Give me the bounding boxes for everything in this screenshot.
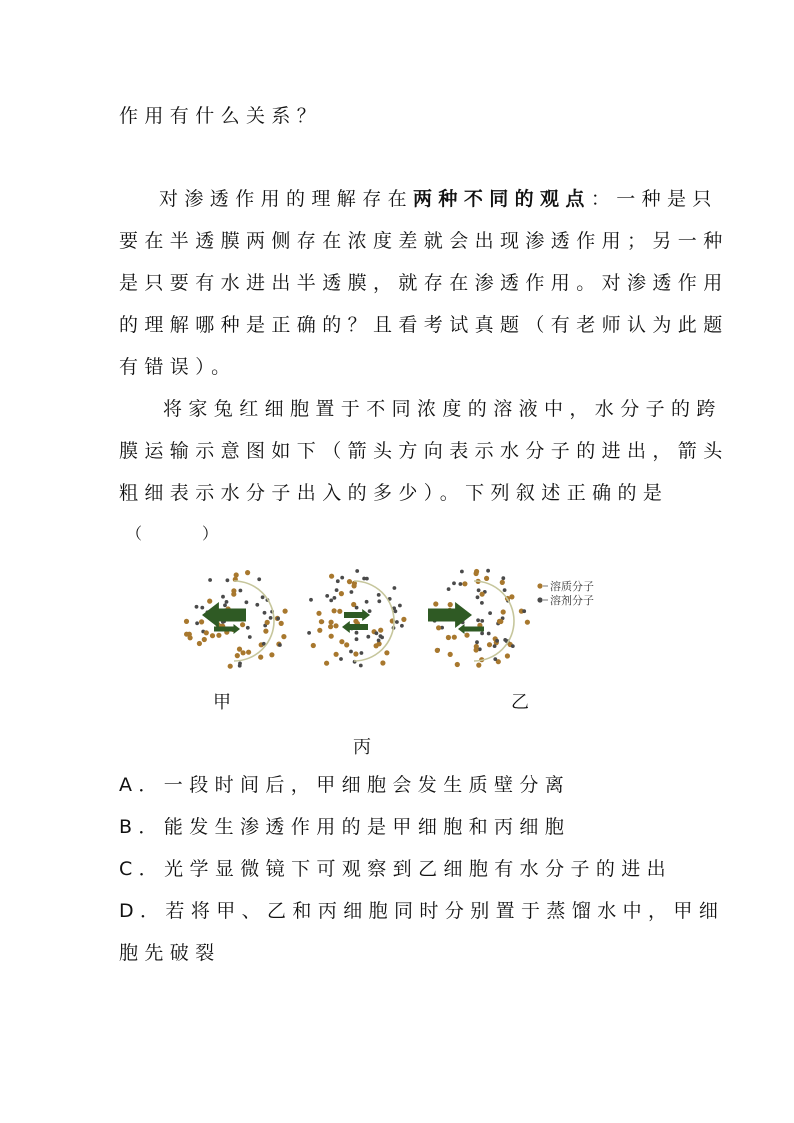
legend-solvent-label: 溶剂分子	[550, 594, 594, 607]
solvent-dot	[501, 576, 505, 580]
solvent-dot	[486, 569, 490, 573]
solvent-dot	[522, 609, 526, 613]
solvent-dot	[393, 586, 397, 590]
solute-dot	[480, 592, 485, 597]
solvent-dot	[248, 635, 252, 639]
cells-figure	[178, 563, 598, 675]
solute-dot	[484, 576, 489, 581]
solute-dot	[347, 579, 352, 584]
solute-dot	[311, 643, 316, 648]
solvent-dot	[493, 644, 497, 648]
solvent-dot	[487, 632, 491, 636]
solute-dot	[332, 608, 337, 613]
solute-dot	[353, 651, 358, 656]
solute-dot	[329, 620, 334, 625]
solvent-dot	[495, 639, 499, 643]
solvent-dot	[476, 618, 480, 622]
solvent-dot	[476, 595, 480, 599]
solute-dot	[245, 570, 250, 575]
legend-solvent-dot	[537, 597, 542, 602]
text-line-10: （ ）	[126, 524, 222, 543]
text-line-2	[159, 186, 718, 212]
solvent-dot	[335, 588, 339, 592]
solvent-dot	[225, 600, 229, 604]
solute-dot	[207, 599, 212, 604]
solute-dot	[487, 642, 492, 647]
label-jia: 甲	[213, 692, 231, 713]
solvent-dot	[395, 620, 399, 624]
solvent-dot	[493, 657, 497, 661]
solvent-dot	[309, 598, 313, 602]
solvent-dot	[325, 594, 329, 598]
solvent-dot	[195, 605, 199, 609]
solute-dot	[279, 621, 284, 626]
solute-dot	[235, 653, 240, 658]
solvent-dot	[257, 577, 261, 581]
text-line-6: 有错误）。	[119, 356, 237, 378]
legend-solute-dot	[537, 583, 542, 588]
solvent-dot	[238, 664, 242, 668]
text-line-2-post: ：一种是只	[590, 188, 718, 210]
solute-dot	[448, 652, 453, 657]
solvent-dot	[255, 603, 259, 607]
label-bing: 丙	[353, 737, 371, 758]
solute-dot	[258, 655, 263, 660]
solute-dot	[455, 662, 460, 667]
solute-dot	[378, 628, 383, 633]
solute-dot	[231, 588, 236, 593]
solvent-dot	[377, 599, 381, 603]
solvent-dot	[503, 588, 507, 592]
solvent-dot	[223, 603, 227, 607]
solute-dot	[265, 620, 270, 625]
solvent-dot	[477, 588, 481, 592]
solute-dot	[462, 581, 467, 586]
solute-dot	[501, 609, 506, 614]
option-b: B．能发生渗透作用的是甲细胞和丙细胞	[119, 816, 571, 838]
solvent-dot	[336, 579, 340, 583]
solute-dot	[333, 623, 338, 628]
solute-dot	[384, 650, 389, 655]
solute-dot	[281, 634, 286, 639]
solvent-dot	[355, 606, 359, 610]
legend-solute-label: 溶质分子	[550, 580, 594, 593]
solute-dot	[204, 630, 209, 635]
solvent-dot	[278, 643, 282, 647]
solvent-dot	[340, 576, 344, 580]
solute-dot	[505, 653, 510, 658]
solute-dot	[237, 647, 242, 652]
solvent-dot	[276, 617, 280, 621]
text-line-8: 膜运输示意图如下（箭头方向表示水分子的进出，箭头	[119, 440, 729, 462]
label-yi: 乙	[511, 692, 529, 713]
solute-dot	[337, 609, 342, 614]
solute-dot	[188, 635, 193, 640]
membrane-arc	[354, 581, 394, 661]
solute-dot	[283, 609, 288, 614]
solvent-dot	[246, 626, 250, 630]
solvent-dot	[355, 631, 359, 635]
solute-dot	[234, 572, 239, 577]
option-a: A．一段时间后，甲细胞会发生质壁分离	[119, 774, 571, 796]
solute-dot	[202, 637, 207, 642]
solvent-dot	[488, 611, 492, 615]
solute-dot	[199, 619, 204, 624]
solvent-dot	[362, 577, 366, 581]
option-d-line-1: D．若将甲、乙和丙细胞同时分别置于蒸馏水中，甲细	[119, 900, 725, 922]
solute-dot	[500, 580, 505, 585]
solute-dot	[184, 619, 189, 624]
text-line-5: 的理解哪种是正确的？且看考试真题（有老师认为此题	[119, 314, 729, 336]
solvent-dot	[329, 599, 333, 603]
solvent-dot	[245, 600, 249, 604]
solute-dot	[329, 574, 334, 579]
cell-yi	[307, 569, 406, 667]
cell-bing	[428, 569, 530, 668]
cell-jia	[184, 570, 288, 669]
solvent-dot	[377, 639, 381, 643]
text-line-2-bold: 两种不同的观点	[413, 188, 591, 210]
text-line-1: 作用有什么关系？	[119, 105, 323, 127]
solute-dot	[210, 633, 215, 638]
solute-dot	[334, 652, 339, 657]
solute-dot	[316, 611, 321, 616]
solvent-dot	[459, 582, 463, 586]
solute-dot	[324, 661, 329, 666]
solvent-dot	[447, 587, 451, 591]
solvent-dot	[226, 578, 230, 582]
solvent-dot	[350, 590, 354, 594]
solute-dot	[474, 647, 479, 652]
solute-dot	[435, 648, 440, 653]
solvent-dot	[400, 624, 404, 628]
solvent-dot	[368, 609, 372, 613]
solvent-dot	[355, 637, 359, 641]
solvent-dot	[269, 616, 273, 620]
solute-dot	[380, 660, 385, 665]
solvent-dot	[480, 601, 484, 605]
option-d-line-2: 胞先破裂	[119, 942, 221, 964]
solvent-dot	[375, 631, 379, 635]
solvent-dot	[261, 595, 265, 599]
solute-dot	[474, 569, 479, 574]
solute-dot	[263, 629, 268, 634]
solvent-dot	[359, 664, 363, 668]
solute-dot	[525, 620, 530, 625]
solute-dot	[446, 635, 451, 640]
solute-dot	[464, 633, 469, 638]
solute-dot	[228, 664, 233, 669]
solvent-dot	[339, 657, 343, 661]
solvent-dot	[452, 581, 456, 585]
text-line-2-pre: 对渗透作用的理解存在	[159, 188, 414, 210]
solvent-dot	[239, 589, 243, 593]
solvent-dot	[366, 635, 370, 639]
solvent-dot	[460, 570, 464, 574]
text-line-7: 将家兔红细胞置于不同浓度的溶液中，水分子的跨	[163, 398, 722, 420]
solute-dot	[374, 643, 379, 648]
solute-dot	[436, 625, 441, 630]
solvent-dot	[221, 595, 225, 599]
text-line-9: 粗细表示水分子出入的多少）。下列叙述正确的是	[119, 482, 669, 504]
solvent-dot	[307, 631, 311, 635]
solute-dot	[197, 641, 202, 646]
solvent-dot	[355, 569, 359, 573]
solvent-dot	[480, 632, 484, 636]
solute-dot	[269, 652, 274, 657]
solute-dot	[339, 639, 344, 644]
legend	[537, 579, 594, 607]
solute-dot	[216, 633, 221, 638]
solvent-dot	[480, 619, 484, 623]
option-c: C．光学显微镜下可观察到乙细胞有水分子的进出	[119, 858, 673, 880]
solvent-dot	[208, 578, 212, 582]
solvent-dot	[333, 596, 337, 600]
solvent-dot	[200, 606, 204, 610]
solute-dot	[448, 602, 453, 607]
solvent-dot	[365, 600, 369, 604]
text-line-3: 要在半透膜两侧存在浓度差就会出现渗透作用；另一种	[119, 230, 729, 252]
solvent-dot	[195, 621, 199, 625]
solvent-dot	[263, 611, 267, 615]
solvent-dot	[475, 640, 479, 644]
solute-dot	[246, 650, 251, 655]
solute-dot	[329, 634, 334, 639]
solvent-dot	[377, 593, 381, 597]
solvent-dot	[349, 650, 353, 654]
solute-dot	[344, 642, 349, 647]
solute-dot	[319, 619, 324, 624]
solute-dot	[476, 663, 481, 668]
solute-dot	[452, 635, 457, 640]
solvent-dot	[380, 636, 384, 640]
solute-dot	[240, 622, 245, 627]
solute-dot	[433, 601, 438, 606]
solute-dot	[498, 619, 503, 624]
text-line-4: 是只要有水进出半透膜，就存在渗透作用。对渗透作用	[119, 272, 729, 294]
solute-dot	[401, 617, 406, 622]
solute-dot	[328, 624, 333, 629]
solvent-dot	[360, 651, 364, 655]
solute-dot	[339, 591, 344, 596]
solvent-dot	[511, 644, 515, 648]
solute-dot	[353, 619, 358, 624]
solvent-dot	[398, 604, 402, 608]
solute-dot	[317, 628, 322, 633]
